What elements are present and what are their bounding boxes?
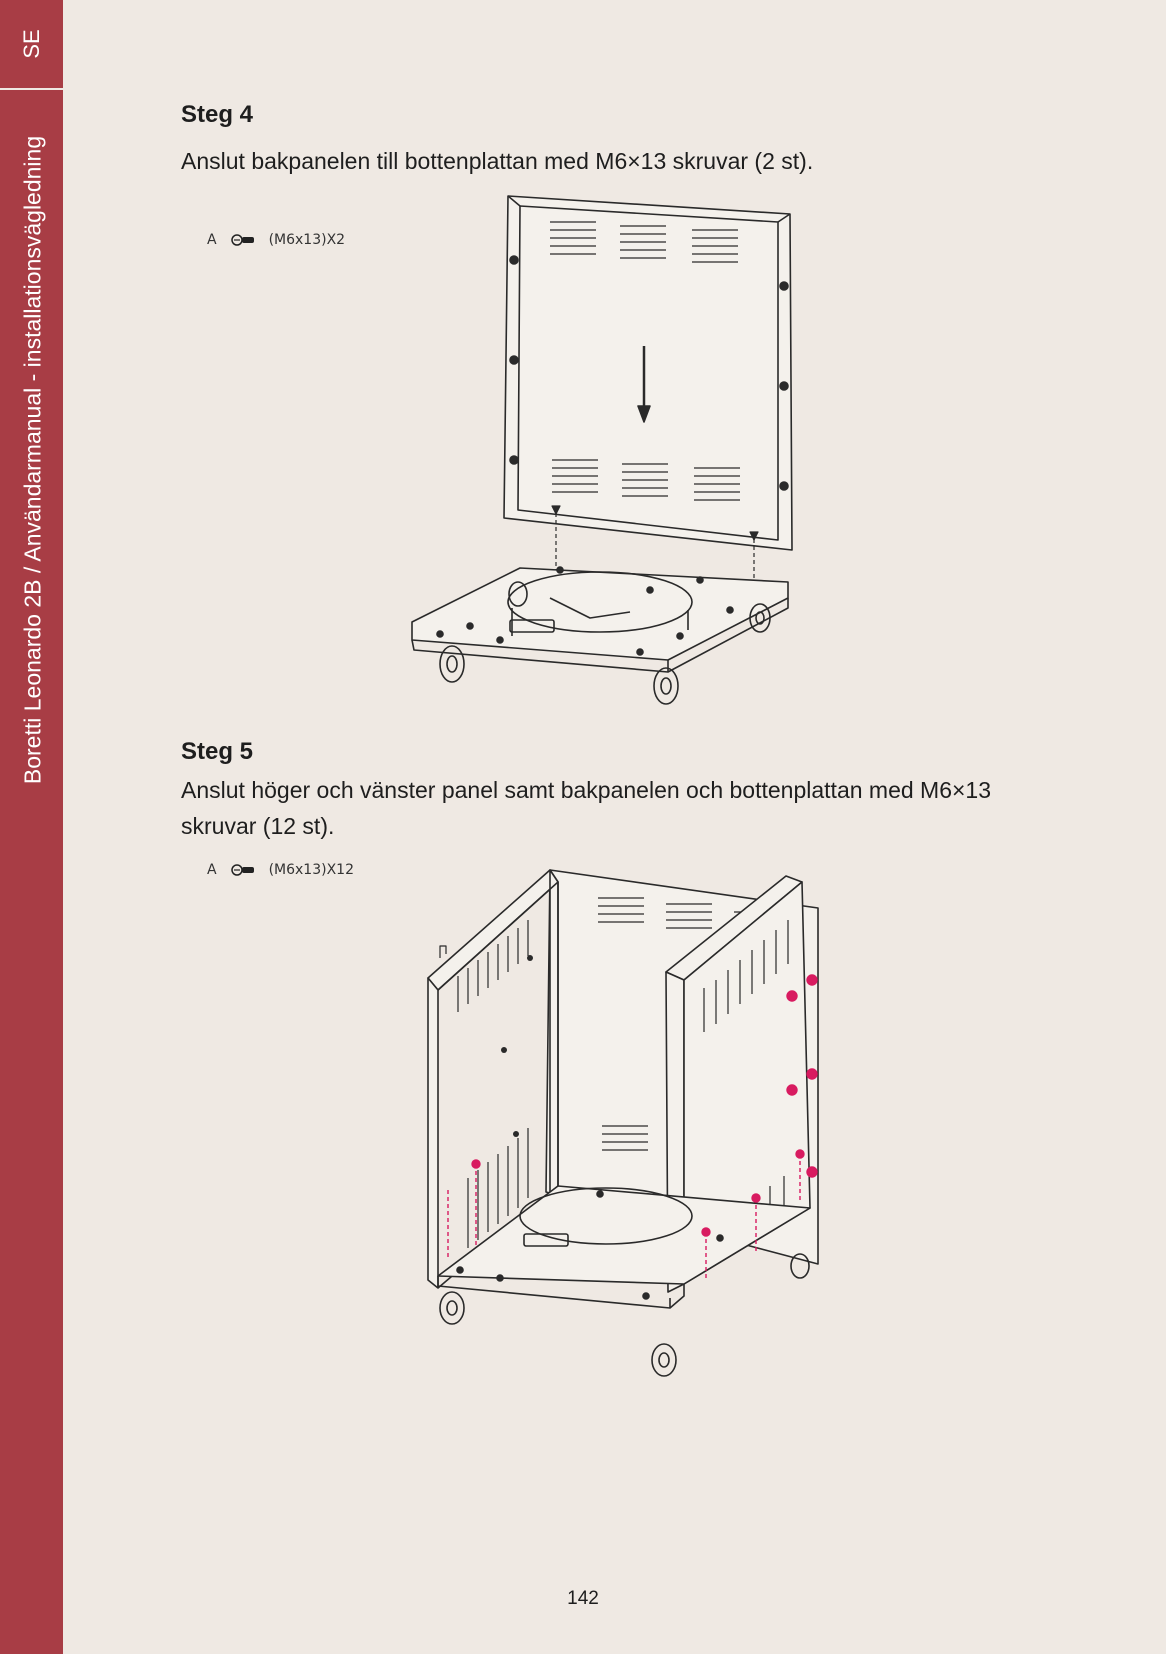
step-5-parts bbox=[207, 862, 354, 878]
back-panel bbox=[504, 196, 792, 550]
bolt-icon bbox=[231, 863, 255, 877]
part-spec: (M6x13)X12 bbox=[268, 862, 354, 878]
part-letter: A bbox=[207, 862, 217, 878]
step-5-heading: Steg 5 bbox=[181, 738, 254, 765]
part-spec: (M6x13)X2 bbox=[268, 232, 346, 248]
sidebar bbox=[0, 0, 63, 1654]
step-5-text: Anslut höger och vänster panel samt bakpanelen och bottenplattan med M6×13 skruvar (12 st). bbox=[181, 777, 992, 839]
page-number: 142 bbox=[567, 1588, 599, 1609]
step-5-diagram bbox=[420, 868, 840, 1388]
language-tab bbox=[0, 0, 63, 90]
step-4-parts bbox=[207, 232, 345, 248]
bolt-icon bbox=[231, 233, 255, 247]
language-label: SE bbox=[18, 29, 44, 59]
base-plate bbox=[412, 567, 788, 672]
step-4-heading: Steg 4 bbox=[181, 101, 254, 128]
manual-title: Boretti Leonardo 2B / Användarmanual - installationsvägledning bbox=[19, 135, 46, 785]
step-4-diagram bbox=[400, 190, 800, 710]
part-letter: A bbox=[207, 232, 217, 248]
left-screws bbox=[501, 955, 533, 1137]
step-4-text: Anslut bakpanelen till bottenplattan med M6×13 skruvar (2 st). bbox=[181, 148, 814, 174]
